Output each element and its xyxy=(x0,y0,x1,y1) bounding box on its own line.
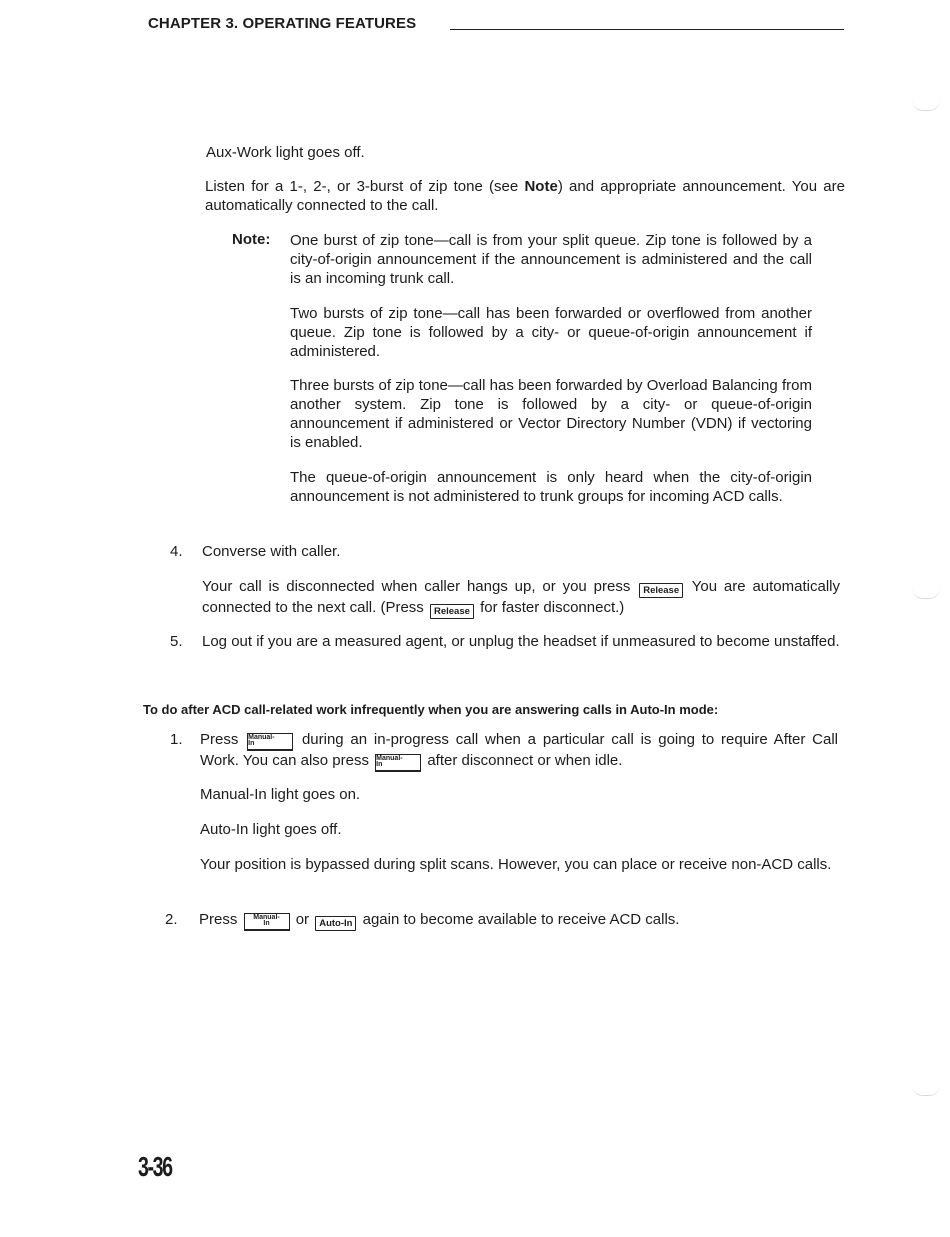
bypass-text: Your position is bypassed during split scans. However, you can place or receive non-ACD calls. xyxy=(200,856,832,873)
binder-hole-mark xyxy=(912,1085,940,1096)
note-label: Note: xyxy=(232,231,271,248)
manual-in-light-text: Manual-In light goes on. xyxy=(200,786,361,803)
note-paragraph-4: The queue-of-origin announcement is only heard when the city-of-origin announcement is not administered to trunk groups for incoming ACD calls. xyxy=(290,469,812,505)
manual-in-key-icon xyxy=(247,733,293,751)
manual-in-key-top: Manual- xyxy=(248,734,275,741)
manual-in-key-top: Manual- xyxy=(253,914,280,921)
manual-in-key-bottom: In xyxy=(263,920,270,927)
manual-in-key-bottom: In xyxy=(248,740,255,747)
step-5-text: Log out if you are a measured agent, or unplug the headset if unmeasured to become unstaffed. xyxy=(202,633,840,650)
release-key-icon: Release xyxy=(639,583,683,598)
auto-in-light-text: Auto-In light goes off. xyxy=(200,821,342,838)
step-4-detail-c: for faster disconnect.) xyxy=(480,599,625,616)
release-key-icon: Release xyxy=(430,604,474,619)
manual-in-key-top: Manual- xyxy=(376,755,403,762)
page-number: 3-36 xyxy=(138,1151,172,1182)
chapter-header: CHAPTER 3. OPERATING FEATURES xyxy=(148,15,417,32)
aux-work-text: Aux-Work light goes off. xyxy=(206,144,365,161)
sub-step-1-text xyxy=(200,730,838,772)
binder-hole-mark xyxy=(912,588,940,599)
note-paragraph-1: One burst of zip tone—call is from your split queue. Zip tone is followed by a city-of-origin announcement if the announcement is administered and the call is an incoming trunk call. xyxy=(290,232,812,287)
sub-step-1-a: Press xyxy=(200,731,239,748)
step-5-number: 5. xyxy=(170,633,183,650)
step-4-detail-b: You are automatically connected to the next call. (Press xyxy=(202,578,840,616)
listen-text-rest: ) and appropriate announcement. You are automatically connected to the call. xyxy=(205,178,845,214)
listen-paragraph xyxy=(205,177,845,215)
sub-step-2-b: again to become available to receive ACD calls. xyxy=(362,911,680,928)
header-rule xyxy=(450,29,844,30)
sub-step-2-text xyxy=(199,910,839,931)
auto-in-key-icon: Auto-In xyxy=(315,916,356,931)
listen-text: Listen for a 1-, 2-, or 3-burst of zip tone (see xyxy=(205,178,525,195)
listen-note-ref: Note xyxy=(524,178,558,195)
step-4-detail xyxy=(202,577,840,619)
sub-step-2-a: Press xyxy=(199,911,238,928)
sub-step-1-number: 1. xyxy=(170,731,183,748)
sub-step-1-c: after disconnect or when idle. xyxy=(427,752,623,769)
sub-step-2-number: 2. xyxy=(165,911,178,928)
sub-step-1-b: during an in-progress call when a particular call is going to require After Call Work. You can also press xyxy=(200,731,838,769)
binder-hole-mark xyxy=(912,100,940,111)
manual-in-key-icon xyxy=(244,913,290,931)
note-paragraph-3: Three bursts of zip tone—call has been forwarded by Overload Balancing from another system. Zip tone is followed by a city- or queue-of-origin announcement if administered or Vector Directory Number (VDN) if vectoring is enabled. xyxy=(290,377,812,451)
manual-in-key-icon xyxy=(375,754,421,772)
sub-step-2-or: or xyxy=(295,911,310,928)
note-paragraph-2: Two bursts of zip tone—call has been forwarded or overflowed from another queue. Zip tone is followed by a city- or queue-of-origin announcement if administered. xyxy=(290,305,812,360)
step-4-number: 4. xyxy=(170,543,183,560)
step-4-detail-a: Your call is disconnected when caller hangs up, or you press xyxy=(202,578,631,595)
subheading: To do after ACD call-related work infrequently when you are answering calls in Auto-In mode: xyxy=(143,702,719,717)
step-4-text: Converse with caller. xyxy=(202,543,341,560)
manual-in-key-bottom: In xyxy=(376,761,383,768)
